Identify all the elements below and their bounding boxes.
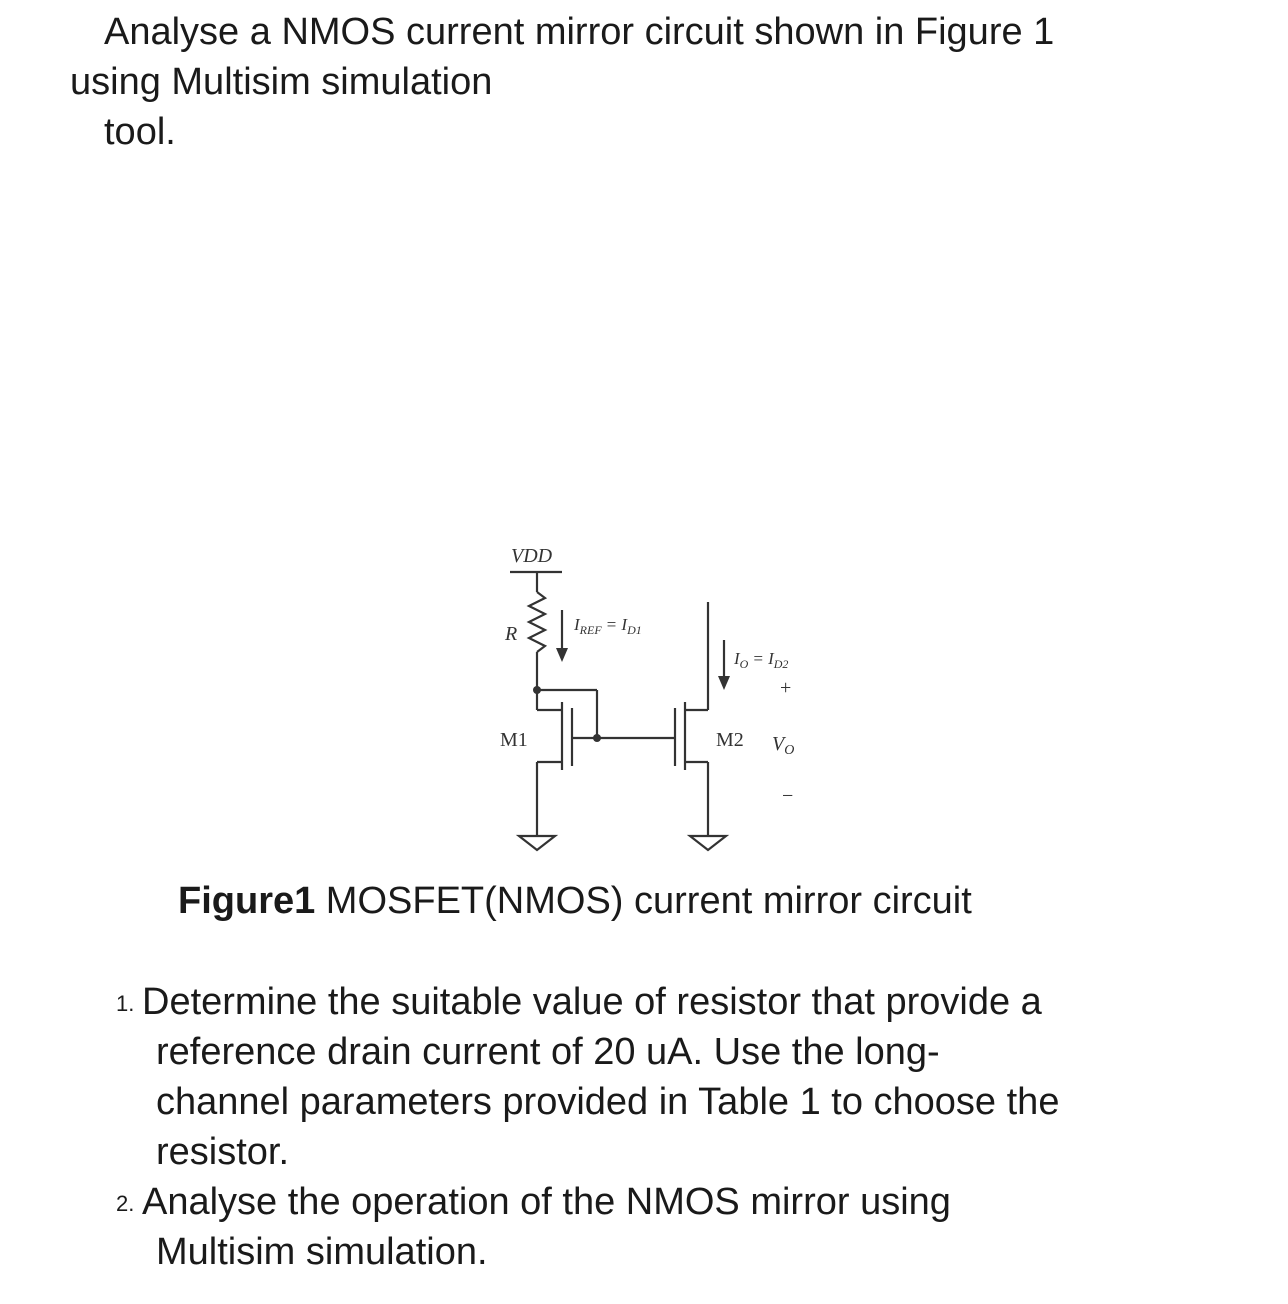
- vo-subscript: O: [784, 743, 795, 758]
- r-label: R: [505, 623, 518, 645]
- io-equals: = I: [752, 649, 774, 668]
- question-2-number: 2.: [116, 1191, 135, 1216]
- iref-equals: = I: [605, 615, 628, 634]
- plus-sign: +: [780, 677, 792, 699]
- m2-label: M2: [716, 729, 744, 751]
- id2-subscript: D2: [773, 657, 789, 671]
- question-1-number: 1.: [116, 991, 135, 1016]
- intro-line-1: Analyse a NMOS current mirror circuit shown in Figure 1: [104, 11, 1055, 53]
- m1-label: M1: [500, 729, 528, 751]
- iref-label: [573, 615, 642, 637]
- iref-symbol: I: [574, 615, 580, 634]
- caption-text: MOSFET(NMOS) current mirror circuit: [315, 880, 972, 922]
- question-1-line-4: resistor.: [156, 1131, 290, 1173]
- caption-bold: Figure1: [178, 880, 316, 922]
- question-2-line-2: Multisim simulation.: [156, 1231, 488, 1273]
- id1-subscript: D1: [627, 623, 642, 637]
- question-1-line-3: channel parameters provided in Table 1 to choose the: [156, 1081, 1060, 1123]
- io-symbol: I: [734, 649, 740, 668]
- question-1-line-2: reference drain current of 20 uA. Use the long-: [156, 1031, 940, 1073]
- question-2-line-1: Analyse the operation of the NMOS mirror using: [142, 1181, 951, 1223]
- minus-sign: −: [782, 785, 794, 807]
- figure-caption: [178, 878, 972, 924]
- intro-line-2: using Multisim simulation: [70, 61, 493, 103]
- resistor-r: [529, 592, 545, 652]
- ground-symbol-2: [690, 836, 726, 850]
- junction-dot-drain: [533, 686, 541, 694]
- intro-line-3: tool.: [104, 111, 176, 153]
- vo-label: [772, 733, 794, 758]
- question-1-line-1: Determine the suitable value of resistor that provide a: [142, 981, 1042, 1023]
- iref-subscript: REF: [579, 623, 602, 637]
- io-subscript: O: [739, 657, 749, 671]
- vdd-label: VDD: [511, 545, 553, 567]
- ground-symbol-1: [519, 836, 555, 850]
- vo-symbol: V: [772, 733, 785, 755]
- io-label: [733, 649, 788, 671]
- junction-dot-gate: [593, 734, 601, 742]
